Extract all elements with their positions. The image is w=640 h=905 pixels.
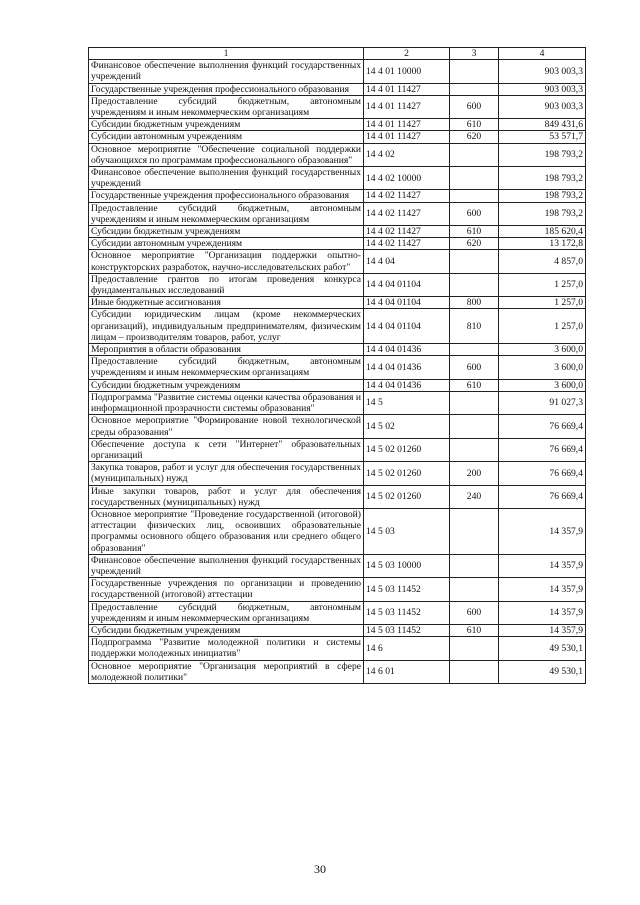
row-amount-cell: 14 357,9 xyxy=(499,578,586,601)
row-code-cell: 14 4 01 10000 xyxy=(364,60,450,83)
table-row xyxy=(89,379,586,391)
row-code-cell: 14 4 02 11427 xyxy=(364,202,450,225)
row-amount-cell: 1 257,0 xyxy=(499,297,586,309)
row-name-cell: Субсидии автономным учреждениям xyxy=(89,131,364,143)
row-amount-cell: 53 571,7 xyxy=(499,131,586,143)
row-expense-type-cell: 610 xyxy=(450,119,499,131)
column-number-row xyxy=(89,48,586,60)
row-name-cell: Основное мероприятие "Формирование новой технологической среды образования" xyxy=(89,415,364,438)
row-name-cell: Основное мероприятие "Организация поддержки опытно-конструкторских разработок, научно-исследовательских работ" xyxy=(89,250,364,273)
budget-table-container xyxy=(88,47,585,684)
row-code-cell: 14 4 04 01436 xyxy=(364,344,450,356)
row-name-cell: Предоставление субсидий бюджетным, автономным учреждениям и иным некоммерческим организациям xyxy=(89,356,364,379)
row-amount-cell: 903 003,3 xyxy=(499,83,586,95)
row-amount-cell: 4 857,0 xyxy=(499,250,586,273)
table-row xyxy=(89,273,586,296)
row-name-cell: Основное мероприятие "Обеспечение социальной поддержки обучающихся по программам профессионального образования" xyxy=(89,143,364,166)
table-row xyxy=(89,601,586,624)
row-code-cell: 14 4 02 xyxy=(364,143,450,166)
row-amount-cell: 3 600,0 xyxy=(499,356,586,379)
row-code-cell: 14 5 xyxy=(364,391,450,414)
table-row xyxy=(89,485,586,508)
table-body xyxy=(89,60,586,684)
row-code-cell: 14 4 02 11427 xyxy=(364,226,450,238)
row-amount-cell: 849 431,6 xyxy=(499,119,586,131)
row-name-cell: Предоставление субсидий бюджетным, автономным учреждениям и иным некоммерческим организациям xyxy=(89,95,364,118)
table-row xyxy=(89,167,586,190)
row-expense-type-cell: 200 xyxy=(450,462,499,485)
row-expense-type-cell: 610 xyxy=(450,624,499,636)
row-amount-cell: 76 669,4 xyxy=(499,438,586,461)
row-code-cell: 14 5 03 xyxy=(364,508,450,554)
row-expense-type-cell: 600 xyxy=(450,356,499,379)
row-name-cell: Государственные учреждения профессионального образования xyxy=(89,83,364,95)
row-code-cell: 14 4 02 11427 xyxy=(364,238,450,250)
row-code-cell: 14 4 04 01104 xyxy=(364,297,450,309)
row-expense-type-cell: 620 xyxy=(450,131,499,143)
row-expense-type-cell xyxy=(450,438,499,461)
row-code-cell: 14 4 04 xyxy=(364,250,450,273)
row-amount-cell: 198 793,2 xyxy=(499,202,586,225)
row-name-cell: Субсидии бюджетным учреждениям xyxy=(89,226,364,238)
row-expense-type-cell xyxy=(450,83,499,95)
row-expense-type-cell: 610 xyxy=(450,226,499,238)
row-name-cell: Государственные учреждения профессионального образования xyxy=(89,190,364,202)
row-expense-type-cell xyxy=(450,273,499,296)
table-row xyxy=(89,415,586,438)
row-expense-type-cell xyxy=(450,190,499,202)
table-row xyxy=(89,83,586,95)
row-name-cell: Субсидии бюджетным учреждениям xyxy=(89,624,364,636)
table-row xyxy=(89,190,586,202)
row-name-cell: Обеспечение доступа к сети "Интернет" образовательных организаций xyxy=(89,438,364,461)
row-code-cell: 14 5 03 11452 xyxy=(364,624,450,636)
row-amount-cell: 3 600,0 xyxy=(499,379,586,391)
row-name-cell: Основное мероприятие "Организация мероприятий в сфере молодежной политики" xyxy=(89,660,364,683)
table-row xyxy=(89,226,586,238)
table-row xyxy=(89,60,586,83)
row-code-cell: 14 4 04 01436 xyxy=(364,379,450,391)
column-header-3: 3 xyxy=(450,48,499,60)
row-expense-type-cell: 610 xyxy=(450,379,499,391)
page-number: 30 xyxy=(314,862,326,876)
row-expense-type-cell xyxy=(450,578,499,601)
row-name-cell: Государственные учреждения по организации и проведению государственной (итоговой) аттестации xyxy=(89,578,364,601)
row-name-cell: Подпрограмма "Развитие молодежной политики и системы поддержки молодежных инициатив" xyxy=(89,637,364,660)
row-code-cell: 14 4 04 01104 xyxy=(364,309,450,344)
row-expense-type-cell: 240 xyxy=(450,485,499,508)
row-amount-cell: 49 530,1 xyxy=(499,637,586,660)
row-amount-cell: 185 620,4 xyxy=(499,226,586,238)
table-row xyxy=(89,356,586,379)
table-row xyxy=(89,95,586,118)
row-code-cell: 14 4 01 11427 xyxy=(364,119,450,131)
table-row xyxy=(89,660,586,683)
row-expense-type-cell: 620 xyxy=(450,238,499,250)
row-amount-cell: 13 172,8 xyxy=(499,238,586,250)
row-expense-type-cell xyxy=(450,637,499,660)
row-amount-cell: 198 793,2 xyxy=(499,143,586,166)
row-amount-cell: 903 003,3 xyxy=(499,60,586,83)
table-row xyxy=(89,297,586,309)
row-name-cell: Финансовое обеспечение выполнения функций государственных учреждений xyxy=(89,554,364,577)
row-code-cell: 14 5 02 01260 xyxy=(364,462,450,485)
row-code-cell: 14 6 01 xyxy=(364,660,450,683)
row-expense-type-cell: 810 xyxy=(450,309,499,344)
row-expense-type-cell xyxy=(450,391,499,414)
row-expense-type-cell xyxy=(450,508,499,554)
row-name-cell: Финансовое обеспечение выполнения функций государственных учреждений xyxy=(89,167,364,190)
row-name-cell: Субсидии бюджетным учреждениям xyxy=(89,379,364,391)
table-row xyxy=(89,438,586,461)
row-code-cell: 14 4 01 11427 xyxy=(364,95,450,118)
row-amount-cell: 76 669,4 xyxy=(499,415,586,438)
row-amount-cell: 14 357,9 xyxy=(499,601,586,624)
row-code-cell: 14 4 01 11427 xyxy=(364,83,450,95)
row-code-cell: 14 5 02 xyxy=(364,415,450,438)
row-amount-cell: 198 793,2 xyxy=(499,190,586,202)
row-expense-type-cell: 600 xyxy=(450,95,499,118)
row-code-cell: 14 5 02 01260 xyxy=(364,438,450,461)
row-expense-type-cell xyxy=(450,554,499,577)
row-expense-type-cell: 600 xyxy=(450,202,499,225)
row-name-cell: Иные закупки товаров, работ и услуг для обеспечения государственных (муниципальных) нужд xyxy=(89,485,364,508)
row-amount-cell: 1 257,0 xyxy=(499,309,586,344)
table-row xyxy=(89,131,586,143)
row-code-cell: 14 4 02 10000 xyxy=(364,167,450,190)
row-amount-cell: 14 357,9 xyxy=(499,508,586,554)
row-name-cell: Подпрограмма "Развитие системы оценки качества образования и информационной прозрачности системы образования" xyxy=(89,391,364,414)
row-amount-cell: 3 600,0 xyxy=(499,344,586,356)
table-row xyxy=(89,508,586,554)
column-header-1: 1 xyxy=(89,48,364,60)
row-amount-cell: 198 793,2 xyxy=(499,167,586,190)
table-row xyxy=(89,554,586,577)
table-row xyxy=(89,624,586,636)
row-expense-type-cell xyxy=(450,60,499,83)
row-name-cell: Финансовое обеспечение выполнения функций государственных учреждений xyxy=(89,60,364,83)
row-name-cell: Основное мероприятие "Проведение государственной (итоговой) аттестации физических лиц, освоивших образовательные программы основного общего образования или среднего общего образования" xyxy=(89,508,364,554)
row-name-cell: Предоставление субсидий бюджетным, автономным учреждениям и иным некоммерческим организациям xyxy=(89,202,364,225)
table-row xyxy=(89,391,586,414)
row-code-cell: 14 4 02 11427 xyxy=(364,190,450,202)
table-row xyxy=(89,462,586,485)
row-amount-cell: 903 003,3 xyxy=(499,95,586,118)
table-row xyxy=(89,344,586,356)
row-name-cell: Предоставление грантов по итогам проведения конкурса фундаментальных исследований xyxy=(89,273,364,296)
row-name-cell: Иные бюджетные ассигнования xyxy=(89,297,364,309)
row-expense-type-cell xyxy=(450,250,499,273)
table-row xyxy=(89,143,586,166)
row-amount-cell: 76 669,4 xyxy=(499,485,586,508)
table-row xyxy=(89,309,586,344)
row-amount-cell: 49 530,1 xyxy=(499,660,586,683)
column-header-2: 2 xyxy=(364,48,450,60)
row-code-cell: 14 5 03 10000 xyxy=(364,554,450,577)
table-row xyxy=(89,578,586,601)
row-amount-cell: 14 357,9 xyxy=(499,554,586,577)
table-row xyxy=(89,119,586,131)
row-code-cell: 14 4 04 01436 xyxy=(364,356,450,379)
row-amount-cell: 91 027,3 xyxy=(499,391,586,414)
row-expense-type-cell xyxy=(450,167,499,190)
row-amount-cell: 1 257,0 xyxy=(499,273,586,296)
row-expense-type-cell: 800 xyxy=(450,297,499,309)
row-expense-type-cell xyxy=(450,415,499,438)
row-expense-type-cell xyxy=(450,143,499,166)
table-row xyxy=(89,250,586,273)
row-code-cell: 14 5 02 01260 xyxy=(364,485,450,508)
row-name-cell: Предоставление субсидий бюджетным, автономным учреждениям и иным некоммерческим организациям xyxy=(89,601,364,624)
row-name-cell: Закупка товаров, работ и услуг для обеспечения государственных (муниципальных) нужд xyxy=(89,462,364,485)
table-row xyxy=(89,637,586,660)
row-name-cell: Субсидии бюджетным учреждениям xyxy=(89,119,364,131)
budget-table xyxy=(88,47,586,684)
row-code-cell: 14 5 03 11452 xyxy=(364,601,450,624)
row-code-cell: 14 4 01 11427 xyxy=(364,131,450,143)
column-header-4: 4 xyxy=(499,48,586,60)
row-name-cell: Субсидии юридическим лицам (кроме некоммерческих организаций), индивидуальным предпринимателям, физическим лицам – производителям товаров, работ, услуг xyxy=(89,309,364,344)
row-code-cell: 14 5 03 11452 xyxy=(364,578,450,601)
row-code-cell: 14 4 04 01104 xyxy=(364,273,450,296)
row-name-cell: Мероприятия в области образования xyxy=(89,344,364,356)
row-expense-type-cell: 600 xyxy=(450,601,499,624)
table-row xyxy=(89,238,586,250)
row-code-cell: 14 6 xyxy=(364,637,450,660)
row-name-cell: Субсидии автономным учреждениям xyxy=(89,238,364,250)
row-expense-type-cell xyxy=(450,344,499,356)
row-expense-type-cell xyxy=(450,660,499,683)
row-amount-cell: 14 357,9 xyxy=(499,624,586,636)
table-row xyxy=(89,202,586,225)
row-amount-cell: 76 669,4 xyxy=(499,462,586,485)
